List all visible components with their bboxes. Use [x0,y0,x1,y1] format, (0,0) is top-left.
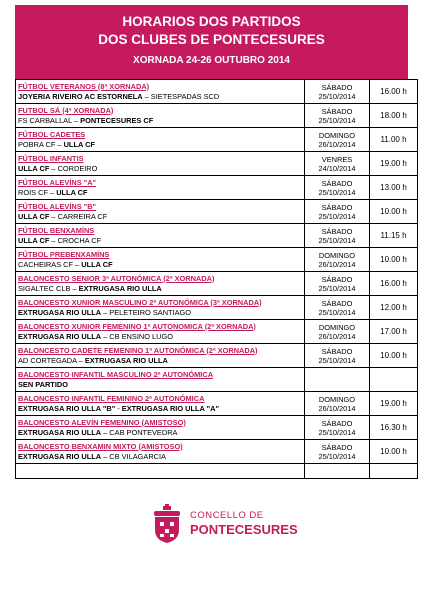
date-cell [305,440,370,464]
table-row [16,392,418,416]
match-cell [16,344,305,368]
match-separator: – [70,283,79,293]
away-team: PONTECESURES CF [80,115,154,125]
title-subheading: XORNADA 24-26 OUTUBRO 2014 [133,55,290,66]
match-cell [16,104,305,128]
day-label: SÁBADO [321,274,353,284]
time-cell [370,368,418,392]
home-team: ROIS CF [18,187,48,197]
away-team: ULLA CF [63,139,95,149]
date-cell [305,296,370,320]
time-cell: 10.00 h [370,344,418,368]
coat-of-arms-icon [150,504,184,544]
home-team: EXTRUGASA RIO ULLA [18,451,102,461]
home-team: EXTRUGASA RIO ULLA [18,331,102,341]
table-row [16,104,418,128]
date-label: 24/10/2014 [318,163,356,173]
match-separator: – [49,163,58,173]
date-label: 25/10/2014 [318,235,356,245]
match-cell [16,152,305,176]
time-cell: 10.00 h [370,440,418,464]
day-label: SÁBADO [321,82,353,92]
empty-cell [370,464,418,479]
date-cell [305,128,370,152]
date-cell [305,152,370,176]
match-cell [16,320,305,344]
day-label: DOMINGO [318,250,356,260]
date-cell [305,368,370,392]
date-cell [305,320,370,344]
date-cell [305,416,370,440]
day-label: VENRES [321,154,353,164]
away-team: CAB PONTEVEDRA [109,427,178,437]
time-cell: 11.00 h [370,128,418,152]
table-row [16,152,418,176]
date-label: 25/10/2014 [318,307,356,317]
title-line-2: DOS CLUBES DE PONTECESURES [98,32,325,47]
home-team: JOYERIA RIVEIRO AC ESTORNELA [18,91,143,101]
away-team: EXTRUGASA RIO ULLA [84,355,168,365]
away-team: EXTRUGASA RIO ULLA [78,283,162,293]
time-cell: 16.30 h [370,416,418,440]
date-label: 25/10/2014 [318,115,356,125]
date-cell [305,344,370,368]
day-label: SÁBADO [321,418,353,428]
teams-line [18,140,302,150]
day-label: SÁBADO [321,178,353,188]
time-cell: 16.00 h [370,80,418,104]
day-label: SÁBADO [321,202,353,212]
teams-line [18,380,302,390]
date-cell [305,272,370,296]
home-team: AD CORTEGADA [18,355,77,365]
home-team: EXTRUGASA RIO ULLA "B" [18,403,116,413]
match-separator: – [55,139,64,149]
day-label: DOMINGO [318,130,356,140]
away-team: SIETESPADAS SCD [150,91,220,101]
concello-logo [150,500,298,550]
away-team: ULLA CF [81,259,113,269]
away-team: ULLA CF [56,187,88,197]
home-team: SIGALTEC CLB [18,283,71,293]
match-separator: – [71,115,81,125]
away-team: CB VILAGARCIA [109,451,166,461]
category-label: BALONCESTO XUNIOR FEMENINO 1ª AUTONOMICA (2ª XORNADA) [18,321,256,331]
day-label: SÁBADO [321,442,353,452]
teams-line [18,236,302,246]
day-label: SÁBADO [321,226,353,236]
time-cell: 10.00 h [370,248,418,272]
match-separator: – [101,307,110,317]
date-cell [305,104,370,128]
match-cell [16,224,305,248]
time-cell: 13.00 h [370,176,418,200]
home-team: CACHEIRAS CF [18,259,74,269]
date-label: 25/10/2014 [318,355,356,365]
match-cell [16,248,305,272]
teams-line [18,284,302,294]
table-row [16,344,418,368]
home-team: ULLA CF [18,163,50,173]
teams-line [18,452,302,462]
title-banner [15,5,408,79]
match-cell [16,176,305,200]
match-separator: – [142,91,151,101]
away-team: CB ENSINO LUGO [109,331,173,341]
home-team: EXTRUGASA RIO ULLA [18,307,102,317]
match-separator: – [47,187,57,197]
match-cell [16,272,305,296]
table-row [16,200,418,224]
teams-line [18,260,302,270]
date-cell [305,392,370,416]
teams-line [18,332,302,342]
table-row [16,440,418,464]
away-team: EXTRUGASA RIO ULLA "A" [121,403,219,413]
table-row [16,296,418,320]
date-cell [305,80,370,104]
date-label: 26/10/2014 [318,331,356,341]
category-label: FÚTBOL BENXAMÍNS [18,225,95,235]
match-separator: – [101,331,110,341]
away-team: CROCHA CF [57,235,102,245]
match-cell [16,368,305,392]
category-label: FUTBOL SÁ (4ª XORNADA) [18,105,114,115]
home-team: EXTRUGASA RIO ULLA [18,427,102,437]
date-label: 26/10/2014 [318,259,356,269]
day-label: SÁBADO [321,106,353,116]
date-label: 25/10/2014 [318,187,356,197]
teams-line [18,188,302,198]
category-label: BALONCESTO XUNIOR MASCULINO 2ª AUTONÓMICA (3ª XORNADA) [18,297,262,307]
teams-line [18,92,302,102]
match-cell [16,128,305,152]
teams-line [18,116,302,126]
date-label: 25/10/2014 [318,211,356,221]
table-row [16,176,418,200]
match-separator: – [76,355,85,365]
away-team: PELETEIRO SANTIAGO [109,307,192,317]
category-label: BALONCESTO INFANTIL FEMININO 2ª AUTONÓMICA [18,393,205,403]
match-cell [16,416,305,440]
category-label: FÚTBOL CADETES [18,129,86,139]
category-label: BALONCESTO ALEVÍN FEMENINO (AMISTOSO) [18,417,186,427]
day-label: DOMINGO [318,322,356,332]
match-separator: – [101,451,110,461]
table-row [16,128,418,152]
table-row [16,320,418,344]
match-separator: – [49,211,58,221]
date-label: 26/10/2014 [318,139,356,149]
date-label: 26/10/2014 [318,403,356,413]
home-team: ULLA CF [18,235,50,245]
time-cell: 17.00 h [370,320,418,344]
date-label: 25/10/2014 [318,451,356,461]
time-cell: 19.00 h [370,392,418,416]
category-label: FÚTBOL PREBENXAMÍNS [18,249,110,259]
home-team: POBRA CF [18,139,56,149]
category-label: FÚTBOL VETERANOS (8ª XORNADA) [18,81,150,91]
logo-line-2: PONTECESURES [190,522,298,537]
time-cell: 10.00 h [370,200,418,224]
table-row [16,368,418,392]
category-label: BALONCESTO SENIOR 3ª AUTONÓMICA (2ª XORNADA) [18,273,215,283]
match-separator: – [101,427,110,437]
table-row [16,224,418,248]
category-label: BALONCESTO BENXAMIN MIXTO (AMISTOSO) [18,441,183,451]
empty-cell [16,464,305,479]
teams-line [18,164,302,174]
match-cell [16,80,305,104]
date-label: 25/10/2014 [318,91,356,101]
teams-line [18,356,302,366]
match-cell [16,200,305,224]
date-cell [305,224,370,248]
match-cell [16,440,305,464]
day-label: DOMINGO [318,394,356,404]
home-team: ULLA CF [18,211,50,221]
time-cell: 12.00 h [370,296,418,320]
category-label: FÚTBOL ALEVÍNS "A" [18,177,97,187]
teams-line [18,428,302,438]
match-cell [16,392,305,416]
day-label: SÁBADO [321,346,353,356]
match-separator: – [73,259,82,269]
teams-line [18,404,302,414]
teams-line [18,212,302,222]
table-row [16,272,418,296]
date-cell [305,176,370,200]
empty-row [16,464,418,479]
schedule-table [15,79,418,479]
match-cell [16,296,305,320]
teams-line [18,308,302,318]
date-cell [305,200,370,224]
category-label: BALONCESTO INFANTIL MASCULINO 2ª AUTONÓMICA [18,369,214,379]
time-cell: 16.00 h [370,272,418,296]
table-row [16,248,418,272]
category-label: FÚTBOL INFANTIS [18,153,84,163]
away-team: CARREIRA CF [57,211,108,221]
logo-line-1: CONCELLO DE [190,510,264,521]
category-label: FÚTBOL ALEVÍNS "B" [18,201,97,211]
table-row [16,416,418,440]
empty-cell [305,464,370,479]
date-label: 25/10/2014 [318,283,356,293]
home-team: SEN PARTIDO [18,379,68,389]
match-separator: - [115,403,122,413]
date-cell [305,248,370,272]
title-line-1: HORARIOS DOS PARTIDOS [122,14,301,29]
time-cell: 11.15 h [370,224,418,248]
category-label: BALONCESTO CADETE FEMENINO 1ª AUTONÓMICA (2ª XORNADA) [18,345,258,355]
time-cell: 19.00 h [370,152,418,176]
match-separator: – [49,235,58,245]
home-team: FS CARBALLAL [18,115,72,125]
table-row [16,80,418,104]
time-cell: 18.00 h [370,104,418,128]
away-team: CORDEIRO [57,163,98,173]
date-label: 25/10/2014 [318,427,356,437]
day-label: SÁBADO [321,298,353,308]
